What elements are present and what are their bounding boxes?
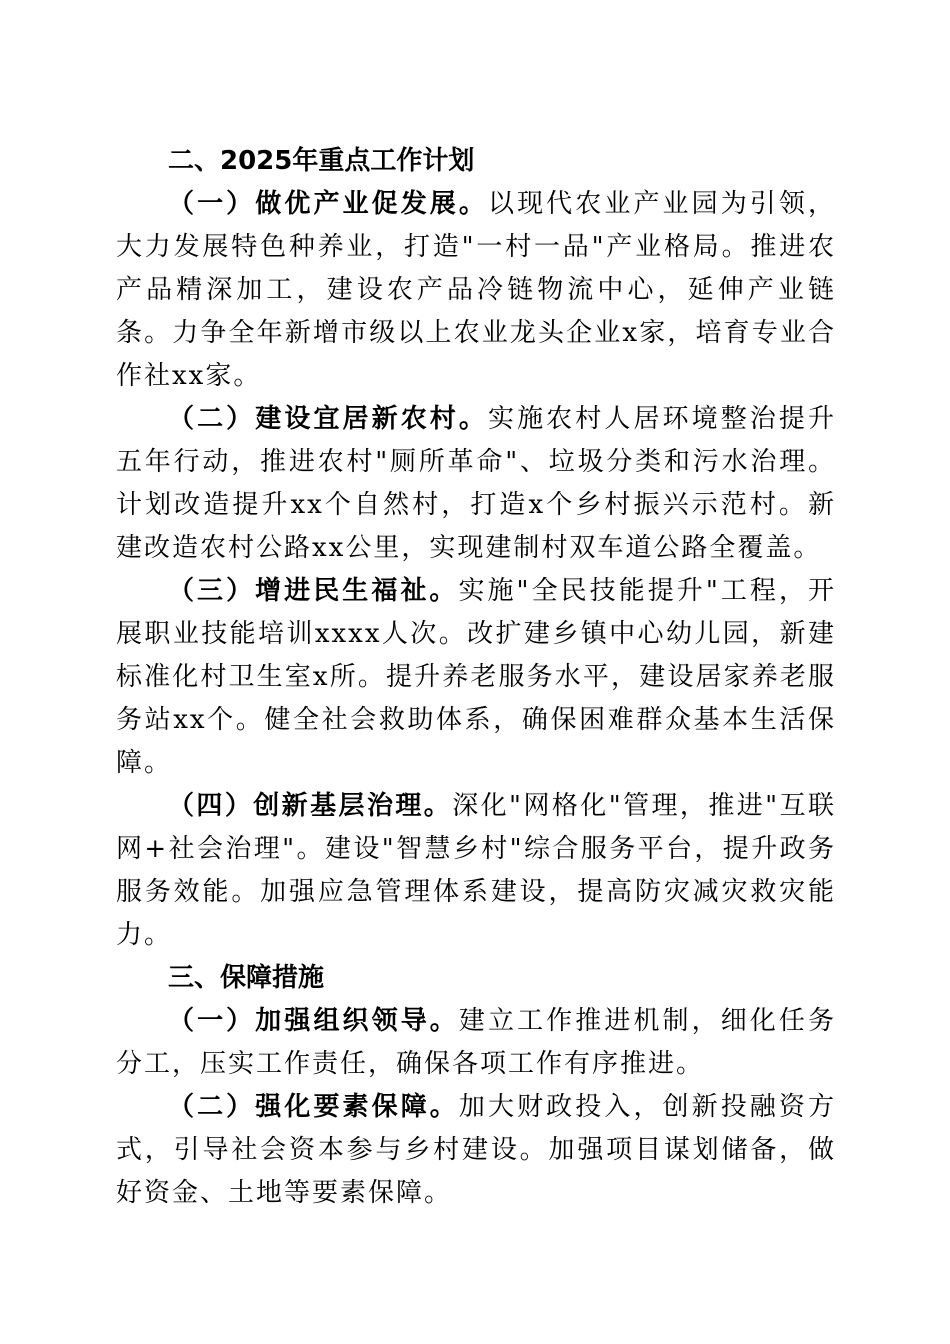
paragraph-body: 以现代农业产业园为引领，大力发展特色种养业，打造"一村一品"产业格局。推进农产品精深加工，建设农产品冷链物流中心，延伸产业链条。力争全年新增市级以上农业龙头企业x家，培育专业合作社xx家。 xyxy=(116,189,836,391)
paragraph-leadership xyxy=(116,1000,836,1086)
paragraph-body: 加大财政投入，创新投融资方式，引导社会资本参与乡村建设。加强项目谋划储备，做好资金、土地等要素保障。 xyxy=(116,1092,836,1208)
paragraph-body: 实施"全民技能提升"工程，开展职业技能培训xxxx人次。改扩建乡镇中心幼儿园，新建标准化村卫生室x所。提升养老服务水平，建设居家养老服务站xx个。健全社会救助体系，确保困难群众基本生活保障。 xyxy=(116,576,836,778)
paragraph-body: 深化"网格化"管理，推进"互联网+社会治理"。建设"智慧乡村"综合服务平台，提升政务服务效能。加强应急管理体系建设，提高防灾减灾救灾能力。 xyxy=(116,791,836,950)
paragraph-countryside xyxy=(116,398,836,570)
paragraph-lead: （二）强化要素保障。 xyxy=(168,1092,459,1122)
paragraph-livelihood xyxy=(116,570,836,785)
paragraph-body: 实施农村人居环境整治提升五年行动，推进农村"厕所革命"、垃圾分类和污水治理。计划改造提升xx个自然村，打造x个乡村振兴示范村。新建改造农村公路xx公里，实现建制村双车道公路全覆盖。 xyxy=(116,404,836,563)
paragraph-lead: （一）加强组织领导。 xyxy=(168,1006,459,1036)
paragraph-governance xyxy=(116,785,836,957)
paragraph-lead: （一）做优产业促发展。 xyxy=(168,189,488,219)
paragraph-body: 建立工作推进机制，细化任务分工，压实工作责任，确保各项工作有序推进。 xyxy=(116,1006,836,1079)
paragraph-industry xyxy=(116,183,836,398)
paragraph-lead: （三）增进民生福祉。 xyxy=(168,576,459,606)
section-heading-2025-plan: 二、2025年重点工作计划 xyxy=(168,146,475,176)
paragraph-lead: （四）创新基层治理。 xyxy=(168,791,453,821)
section-heading-safeguards: 三、保障措施 xyxy=(168,963,325,993)
paragraph-lead: （二）建设宜居新农村。 xyxy=(168,404,488,434)
document-body xyxy=(116,140,836,1215)
paragraph-resources xyxy=(116,1086,836,1215)
